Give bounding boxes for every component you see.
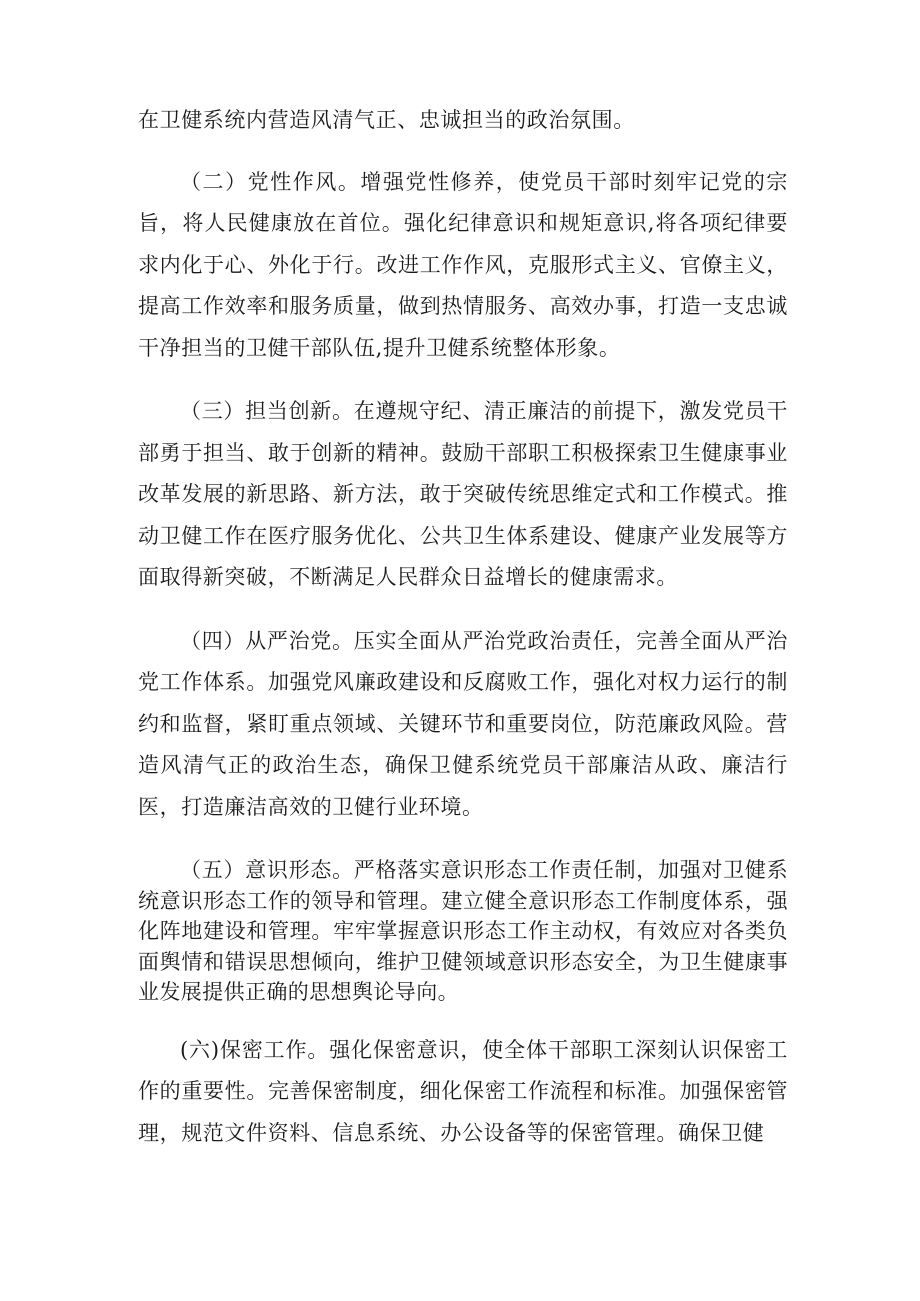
paragraph-confidentiality: (六)保密工作。强化保密意识，使全体干部职工深刻认识保密工作的重要性。完善保密制度，细化保密工作流程和标准。加强保密管理，规范文件资料、信息系统、办公设备等的保密管理。确保卫健	[138, 1037, 788, 1145]
document-body	[138, 100, 788, 1154]
paragraph-party-style: （二）党性作风。增强党性修养，使党员干部时刻牢记党的宗旨，将人民健康放在首位。强化纪律意识和规矩意识,将各项纪律要求内化于心、外化于行。改进工作作风，克服形式主义、官僚主义，提高工作效率和服务质量，做到热情服务、高效办事，打造一支忠诚干净担当的卫健干部队伍,提升卫健系统整体形象。	[138, 169, 788, 360]
paragraph-strict-governance: （四）从严治党。压实全面从严治党政治责任，完善全面从严治党工作体系。加强党风廉政建设和反腐败工作，强化对权力运行的制约和监督，紧盯重点领域、关键环节和重要岗位，防范廉政风险。营造风清气正的政治生态，确保卫健系统党员干部廉洁从政、廉洁行医，打造廉洁高效的卫健行业环境。	[138, 628, 788, 819]
paragraph-innovation: （三）担当创新。在遵规守纪、清正廉洁的前提下，激发党员干部勇于担当、敢于创新的精神。鼓励干部职工积极探索卫生健康事业改革发展的新思路、新方法，敢于突破传统思维定式和工作模式。推动卫健工作在医疗服务优化、公共卫生体系建设、健康产业发展等方面取得新突破，不断满足人民群众日益增长的健康需求。	[138, 399, 788, 589]
paragraph-ideology: （五）意识形态。严格落实意识形态工作责任制，加强对卫健系统意识形态工作的领导和管理。建立健全意识形态工作制度体系，强化阵地建设和管理。牢牢掌握意识形态工作主动权，有效应对各类负面舆情和错误思想倾向，维护卫健领域意识形态安全，为卫生健康事业发展提供正确的思想舆论导向。	[138, 858, 788, 1004]
paragraph-continuation: 在卫健系统内营造风清气正、忠诚担当的政治氛围。	[138, 108, 635, 132]
